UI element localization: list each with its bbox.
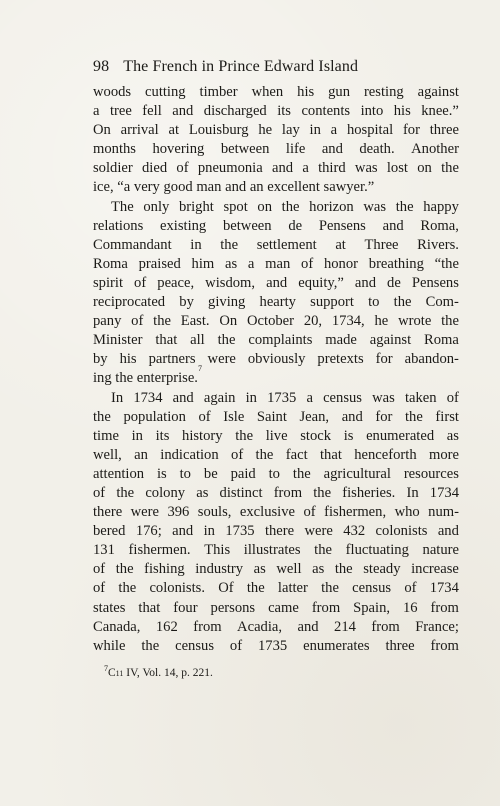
word: was: [354, 160, 378, 177]
word: first: [435, 408, 459, 425]
word: its: [277, 103, 291, 120]
word: a: [330, 122, 338, 139]
word: pany: [93, 313, 122, 330]
word: fishermen,: [324, 504, 387, 521]
word: came: [268, 599, 299, 616]
footnote-marker: 7: [104, 664, 108, 674]
word: lay: [281, 122, 300, 139]
word: fluctuating: [345, 542, 409, 559]
word: a: [306, 389, 313, 406]
word: the: [255, 446, 274, 463]
word: be: [203, 465, 218, 482]
word: and: [437, 523, 459, 540]
footnote-subscript: 11: [115, 669, 124, 678]
word: history: [182, 427, 223, 444]
word: 1734: [429, 484, 459, 501]
text-line: [93, 560, 459, 579]
word: life: [285, 141, 306, 158]
word: of: [93, 561, 106, 578]
word: in: [190, 236, 202, 253]
word: nature: [422, 542, 459, 559]
word: knee.”: [421, 103, 459, 120]
word: Jean,: [299, 408, 330, 425]
word: is: [156, 465, 167, 482]
word: enumerates: [303, 637, 370, 654]
word: that: [319, 446, 342, 463]
running-header: [93, 58, 415, 76]
word: reciprocated: [93, 294, 166, 311]
word: as: [224, 255, 238, 272]
text-line: [93, 178, 459, 197]
word: complaints: [248, 332, 313, 349]
word: spot: [223, 198, 248, 215]
word: when: [251, 84, 284, 100]
word: in: [131, 427, 143, 444]
word: of: [198, 408, 211, 425]
word: the: [217, 332, 236, 349]
word: the: [281, 198, 300, 215]
word: from: [371, 618, 400, 635]
page-number: 98: [93, 58, 110, 75]
word: states: [93, 599, 126, 616]
text-line: [93, 255, 459, 274]
word: the: [441, 160, 459, 177]
word: the: [292, 465, 311, 482]
word: were: [304, 523, 333, 540]
text-line: [93, 637, 459, 656]
word: from: [430, 637, 459, 654]
word: The: [111, 198, 134, 215]
text-line: [93, 541, 459, 560]
word: 16: [402, 599, 418, 616]
word: by: [179, 294, 194, 311]
word: the: [220, 236, 239, 253]
word: at: [335, 236, 346, 253]
word: horizon: [309, 198, 354, 215]
footnote-text-b: IV, Vol. 14, p. 221.: [123, 667, 213, 679]
word: third: [318, 160, 346, 177]
word: On: [219, 313, 238, 330]
word: his: [119, 351, 137, 368]
word: On: [93, 122, 111, 139]
word: and: [382, 217, 404, 234]
word: again: [203, 389, 236, 406]
word: October: [247, 313, 295, 330]
word: colonists: [375, 523, 428, 540]
word: hearty: [259, 294, 296, 311]
word: from: [273, 484, 303, 501]
word: pneumonia: [197, 160, 263, 177]
word: into: [360, 103, 384, 120]
word: steady: [363, 561, 401, 578]
word: lost: [386, 160, 408, 177]
word: breathing: [368, 255, 424, 272]
word: resources: [403, 465, 459, 482]
word: to: [368, 294, 380, 311]
footnote-text-a: C: [108, 667, 116, 679]
word: and: [172, 523, 194, 540]
word: colonists.: [149, 580, 205, 597]
word: for: [375, 351, 393, 368]
word: its: [155, 427, 170, 444]
word: Com-: [425, 294, 459, 311]
word: and: [341, 408, 363, 425]
word: the: [246, 580, 265, 597]
word: in: [245, 389, 257, 406]
word: on: [257, 198, 273, 215]
word: hospital: [346, 122, 394, 139]
text-line: [93, 217, 459, 236]
word: fishing: [144, 561, 185, 578]
word: that: [155, 332, 178, 349]
word: the: [441, 313, 459, 330]
word: wrote: [398, 313, 432, 330]
word: of: [131, 313, 144, 330]
word: fishermen.: [128, 542, 191, 559]
word: at: [168, 122, 180, 139]
word: his: [297, 84, 315, 100]
word: as: [446, 427, 459, 444]
word: In: [111, 389, 124, 406]
word: to: [268, 465, 280, 482]
word: in: [203, 523, 215, 540]
word: and: [271, 160, 294, 177]
word: contents: [301, 103, 351, 120]
word: gun: [328, 84, 350, 100]
word: Of: [218, 580, 234, 597]
footnote-reference: 7: [197, 364, 202, 374]
word: attention: [93, 465, 145, 482]
word: 1735: [225, 523, 255, 540]
word: while: [93, 637, 126, 654]
text-line: [93, 446, 459, 465]
word: exclusive: [239, 504, 296, 521]
word: live: [265, 427, 288, 444]
word: taken: [404, 389, 437, 406]
word: persons: [210, 599, 256, 616]
body-text: [93, 83, 459, 656]
word: census: [323, 389, 362, 406]
word: and: [172, 103, 194, 120]
word: settlement: [256, 236, 317, 253]
word: from: [430, 599, 459, 616]
word: population: [123, 408, 186, 425]
word: of: [404, 580, 417, 597]
word: woods: [93, 84, 132, 100]
word: between: [220, 141, 270, 158]
word: bered: [93, 523, 126, 540]
word: colony: [145, 484, 186, 501]
word: as: [253, 561, 266, 578]
text-line: [93, 83, 459, 102]
word: the: [116, 484, 135, 501]
text-line: [93, 293, 459, 312]
word: 1734: [133, 389, 163, 406]
word: In: [406, 484, 419, 501]
word: pretexts: [317, 351, 364, 368]
word: souls,: [197, 504, 232, 521]
word: Pensens: [411, 274, 459, 291]
word: support: [310, 294, 354, 311]
word: 432: [343, 523, 366, 540]
word: against: [369, 332, 412, 349]
word: Canada,: [93, 618, 141, 635]
word: the: [313, 484, 332, 501]
word: the: [235, 427, 254, 444]
word: peace,: [157, 274, 195, 291]
word: in: [309, 122, 321, 139]
word: from: [193, 618, 222, 635]
word: “the: [434, 255, 459, 272]
word: against: [417, 84, 459, 100]
word: between: [222, 217, 272, 234]
word: equity,”: [298, 274, 344, 291]
word: 176;: [135, 523, 162, 540]
word: for: [375, 408, 393, 425]
word: there: [264, 523, 295, 540]
word: well,: [93, 446, 122, 463]
word: from: [311, 599, 341, 616]
word: is: [343, 427, 354, 444]
word: resting: [363, 84, 404, 100]
word: Roma,: [420, 217, 459, 234]
word: the: [404, 408, 423, 425]
word: existing: [160, 217, 207, 234]
word: industry: [195, 561, 244, 578]
word: a: [247, 255, 255, 272]
word: only: [143, 198, 170, 215]
word: for: [402, 122, 420, 139]
word: num-: [428, 504, 459, 521]
word: of: [93, 484, 106, 501]
word: Rivers.: [417, 236, 459, 253]
word: praised: [138, 255, 181, 272]
text-line: [93, 140, 459, 159]
word: that: [138, 599, 161, 616]
word: by: [93, 351, 108, 368]
word: spirit: [93, 274, 123, 291]
footnote: [104, 664, 213, 679]
word: increase: [411, 561, 459, 578]
word: of: [446, 389, 459, 406]
word: Spain,: [353, 599, 391, 616]
word: 1734,: [331, 313, 365, 330]
word: more: [429, 446, 459, 463]
word: 20,: [303, 313, 323, 330]
text-line: [93, 579, 459, 598]
word: the: [393, 294, 412, 311]
word: the: [93, 408, 111, 425]
word: 131: [93, 542, 115, 559]
word: well: [276, 561, 302, 578]
text-line: [93, 121, 459, 140]
word: and: [321, 141, 343, 158]
word: and: [266, 274, 288, 291]
word: Isle: [223, 408, 245, 425]
word: East.: [180, 313, 210, 330]
word: arrival: [120, 122, 159, 139]
word: of: [93, 580, 106, 597]
word: This: [204, 542, 231, 559]
word: of: [301, 255, 314, 272]
word: Commandant: [93, 236, 172, 253]
word: illustrates: [243, 542, 301, 559]
text-line: [93, 599, 459, 618]
text-line: [93, 522, 459, 541]
word: Minister: [93, 332, 143, 349]
text-line: [93, 236, 459, 255]
word: happy: [423, 198, 459, 215]
word: Another: [411, 141, 459, 158]
word: who: [394, 504, 420, 521]
word: latter: [277, 580, 308, 597]
word: 396: [167, 504, 190, 521]
word: Three: [364, 236, 399, 253]
word: fisheries.: [342, 484, 396, 501]
word: the: [321, 580, 339, 597]
text-line: [93, 618, 459, 637]
word: him: [191, 255, 215, 272]
word: de: [387, 274, 401, 291]
word: he: [374, 313, 389, 330]
text-line: [93, 364, 459, 388]
word: as: [312, 561, 325, 578]
text-line: [93, 312, 459, 331]
word: partners: [148, 351, 196, 368]
word: the: [395, 198, 414, 215]
word: the: [141, 637, 160, 654]
word: of: [303, 504, 316, 521]
word: discharged: [203, 103, 267, 120]
word: fact: [285, 446, 308, 463]
word: Saint: [256, 408, 287, 425]
word: Pensens: [318, 217, 366, 234]
word: were: [207, 351, 236, 368]
word: of: [231, 446, 244, 463]
word: timber: [199, 84, 238, 100]
word: the: [153, 313, 171, 330]
word: France;: [415, 618, 459, 635]
word: soldier: [93, 160, 133, 177]
word: an: [134, 446, 148, 463]
word: hovering: [152, 141, 205, 158]
word: Roma: [424, 332, 459, 349]
word: man: [265, 255, 291, 272]
word: stock: [300, 427, 332, 444]
word: de: [288, 217, 303, 234]
word: four: [173, 599, 198, 616]
word: fell: [142, 103, 162, 120]
word: the: [115, 561, 134, 578]
word: distinct: [219, 484, 263, 501]
word: paid: [230, 465, 256, 482]
word: a: [302, 160, 309, 177]
word: the: [118, 580, 137, 597]
line-text: ice, “a very good man and an excellent sawyer.”: [93, 179, 375, 196]
word: 1735: [258, 637, 288, 654]
word: of: [229, 637, 243, 654]
word: of: [176, 160, 189, 177]
text-line: [93, 198, 459, 217]
word: all: [190, 332, 205, 349]
word: and: [354, 274, 376, 291]
word: giving: [208, 294, 246, 311]
word: and: [297, 618, 319, 635]
word: Acadia,: [237, 618, 283, 635]
word: a: [93, 103, 100, 120]
text-line: [93, 427, 459, 446]
word: 1734: [429, 580, 459, 597]
word: 214: [334, 618, 356, 635]
word: were: [130, 504, 159, 521]
word: to: [179, 465, 191, 482]
word: was: [363, 198, 387, 215]
text-line: [93, 331, 459, 350]
word: wisdom,: [205, 274, 256, 291]
word: tree: [109, 103, 132, 120]
text-line: [93, 159, 459, 178]
word: relations: [93, 217, 144, 234]
word: 162: [155, 618, 178, 635]
word: three: [429, 122, 459, 139]
word: his: [393, 103, 411, 120]
word: died: [142, 160, 168, 177]
word: Louisburg: [188, 122, 249, 139]
word: cutting: [145, 84, 186, 100]
word: death.: [359, 141, 395, 158]
word: he: [258, 122, 273, 139]
text-line: [93, 274, 459, 293]
word: of: [134, 274, 147, 291]
text-line: [93, 503, 459, 522]
running-title: The French in Prince Edward Island: [123, 58, 359, 75]
word: Roma: [93, 255, 128, 272]
word: time: [93, 427, 119, 444]
word: indication: [160, 446, 219, 463]
text-line: [93, 408, 459, 427]
word: months: [93, 141, 136, 158]
word: obviously: [247, 351, 306, 368]
word: on: [417, 160, 432, 177]
text-line: [93, 350, 459, 369]
word: 1735: [267, 389, 297, 406]
word: as: [196, 484, 209, 501]
text-line: [93, 465, 459, 484]
text-line: [93, 389, 459, 408]
word: census: [175, 637, 215, 654]
word: three: [385, 637, 415, 654]
word: census: [352, 580, 392, 597]
word: and: [172, 389, 194, 406]
word: abandon-: [404, 351, 459, 368]
word: henceforth: [354, 446, 417, 463]
text-line: [93, 102, 459, 121]
word: the: [334, 561, 353, 578]
word: the: [314, 542, 333, 559]
word: honor: [323, 255, 359, 272]
word: agricultural: [323, 465, 391, 482]
word: enumerated: [366, 427, 435, 444]
text-line: [93, 484, 459, 503]
word: was: [372, 389, 395, 406]
word: made: [325, 332, 357, 349]
line-text: ing the enterprise.: [93, 370, 198, 387]
word: there: [93, 504, 123, 521]
word: bright: [178, 198, 214, 215]
